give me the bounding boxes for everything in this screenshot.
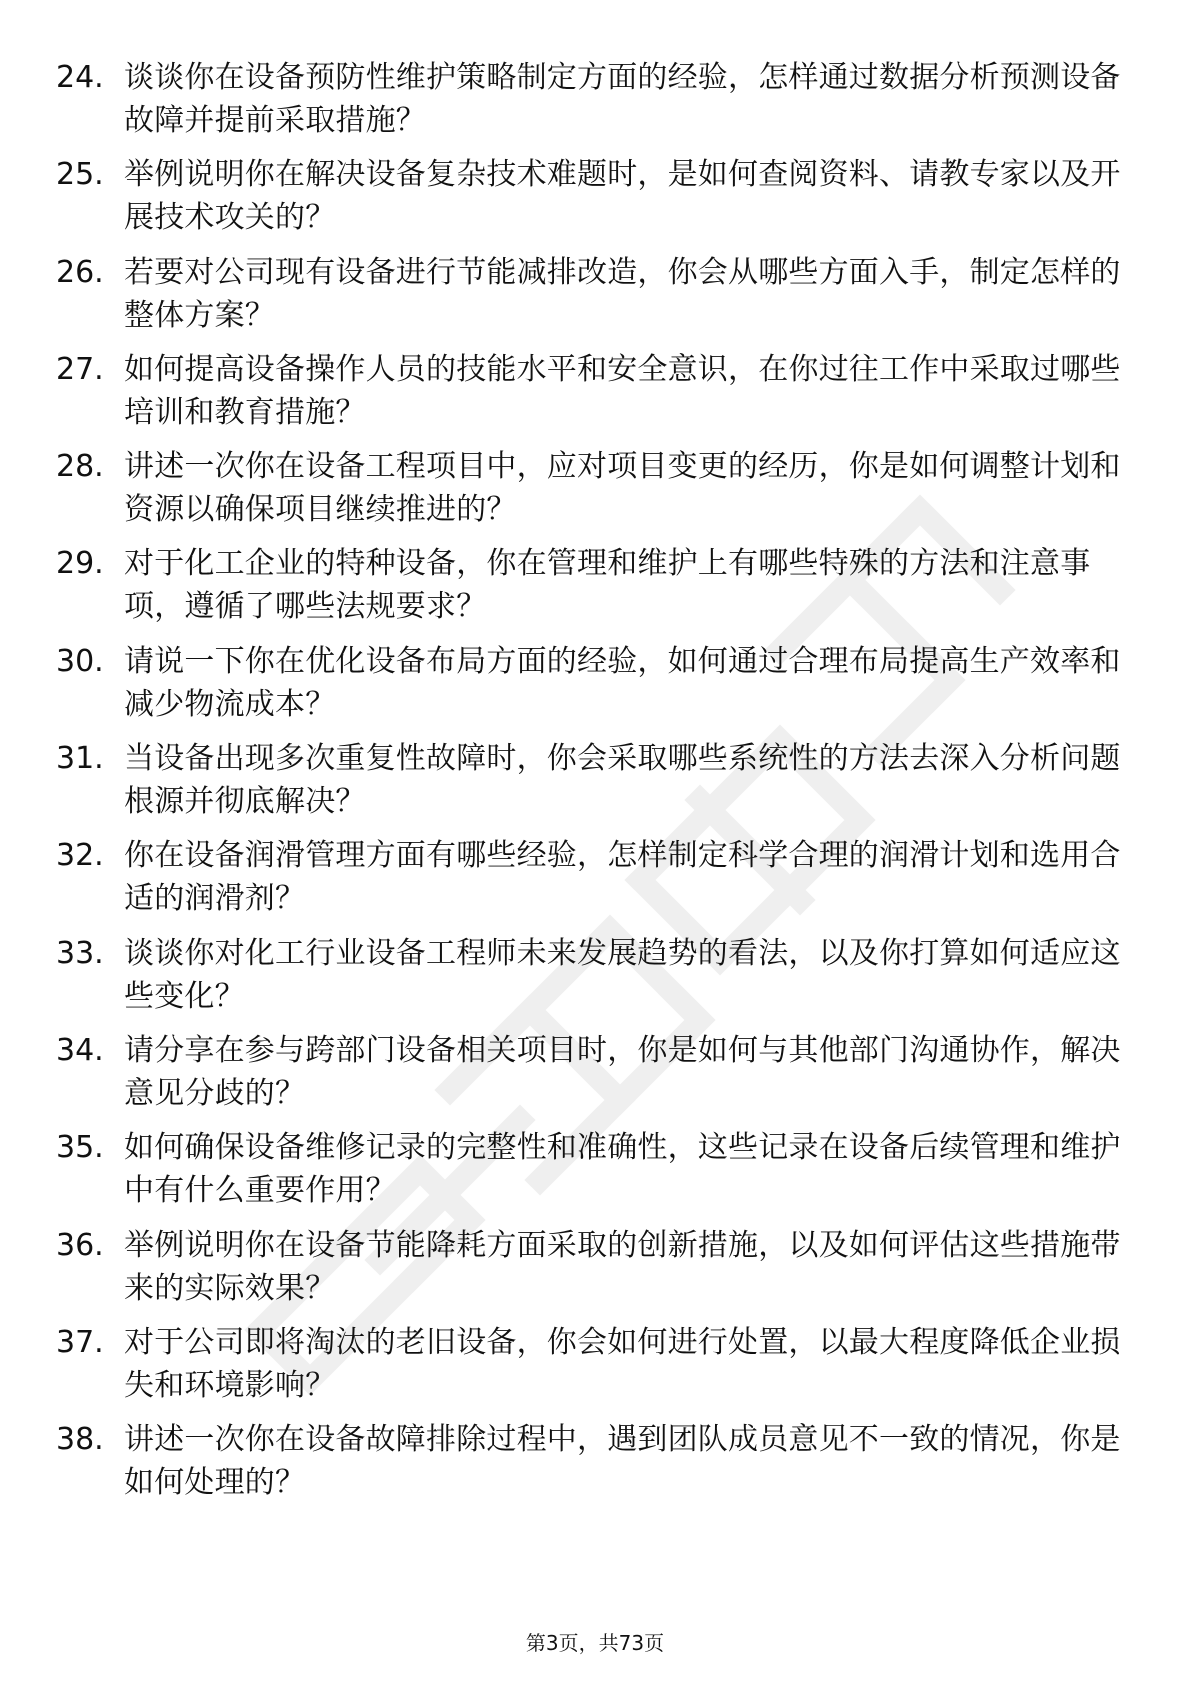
question-number: 28. bbox=[56, 449, 104, 485]
list-item bbox=[0, 932, 1190, 1029]
list-item bbox=[0, 737, 1190, 834]
question-number: 31. bbox=[56, 741, 104, 777]
list-item bbox=[0, 1126, 1190, 1223]
page-number: 第3页，共73页 bbox=[525, 1631, 665, 1655]
question-text: 讲述一次你在设备工程项目中，应对项目变更的经历，你是如何调整计划和资源以确保项目继续推进的？ bbox=[124, 449, 1121, 528]
list-item bbox=[0, 640, 1190, 737]
list-item bbox=[0, 153, 1190, 250]
question-text: 举例说明你在解决设备复杂技术难题时，是如何查阅资料、请教专家以及开展技术攻关的？ bbox=[124, 157, 1121, 236]
question-text: 讲述一次你在设备故障排除过程中，遇到团队成员意见不一致的情况，你是如何处理的？ bbox=[124, 1422, 1121, 1501]
question-number: 30. bbox=[56, 643, 104, 679]
question-text: 若要对公司现有设备进行节能减排改造，你会从哪些方面入手，制定怎样的整体方案？ bbox=[124, 254, 1121, 333]
question-number: 38. bbox=[56, 1422, 104, 1458]
list-item bbox=[0, 834, 1190, 931]
question-text: 请分享在参与跨部门设备相关项目时，你是如何与其他部门沟通协作，解决意见分歧的？ bbox=[124, 1032, 1121, 1111]
question-number: 25. bbox=[56, 157, 104, 193]
question-number: 34. bbox=[56, 1032, 104, 1068]
list-item bbox=[0, 348, 1190, 445]
list-item bbox=[0, 542, 1190, 639]
question-text: 请说一下你在优化设备布局方面的经验，如何通过合理布局提高生产效率和减少物流成本？ bbox=[124, 643, 1121, 722]
question-text: 谈谈你对化工行业设备工程师未来发展趋势的看法，以及你打算如何适应这些变化？ bbox=[124, 935, 1121, 1014]
question-text: 举例说明你在设备节能降耗方面采取的创新措施，以及如何评估这些措施带来的实际效果？ bbox=[124, 1227, 1121, 1306]
list-item bbox=[0, 1224, 1190, 1321]
page-footer bbox=[0, 1630, 1190, 1656]
question-text: 你在设备润滑管理方面有哪些经验，怎样制定科学合理的润滑计划和选用合适的润滑剂？ bbox=[124, 838, 1121, 917]
question-text: 当设备出现多次重复性故障时，你会采取哪些系统性的方法去深入分析问题根源并彻底解决？ bbox=[124, 741, 1121, 820]
question-number: 27. bbox=[56, 351, 104, 387]
list-item bbox=[0, 1418, 1190, 1515]
question-number: 29. bbox=[56, 546, 104, 582]
list-item bbox=[0, 1321, 1190, 1418]
question-number: 37. bbox=[56, 1324, 104, 1360]
list-item bbox=[0, 1029, 1190, 1126]
question-text: 对于化工企业的特种设备，你在管理和维护上有哪些特殊的方法和注意事项，遵循了哪些法规要求？ bbox=[124, 546, 1091, 625]
question-number: 32. bbox=[56, 838, 104, 874]
question-text: 对于公司即将淘汰的老旧设备，你会如何进行处置，以最大程度降低企业损失和环境影响？ bbox=[124, 1324, 1121, 1403]
question-number: 24. bbox=[56, 60, 104, 95]
question-number: 26. bbox=[56, 254, 104, 290]
question-number: 35. bbox=[56, 1130, 104, 1166]
question-text: 谈谈你在设备预防性维护策略制定方面的经验，怎样通过数据分析预测设备故障并提前采取措施？ bbox=[124, 60, 1121, 138]
list-item bbox=[0, 56, 1190, 153]
list-item bbox=[0, 251, 1190, 348]
question-number: 33. bbox=[56, 935, 104, 971]
question-text: 如何确保设备维修记录的完整性和准确性，这些记录在设备后续管理和维护中有什么重要作用？ bbox=[124, 1130, 1121, 1209]
question-number: 36. bbox=[56, 1227, 104, 1263]
question-list bbox=[0, 56, 1190, 1515]
question-text: 如何提高设备操作人员的技能水平和安全意识，在你过往工作中采取过哪些培训和教育措施？ bbox=[124, 351, 1121, 430]
list-item bbox=[0, 445, 1190, 542]
